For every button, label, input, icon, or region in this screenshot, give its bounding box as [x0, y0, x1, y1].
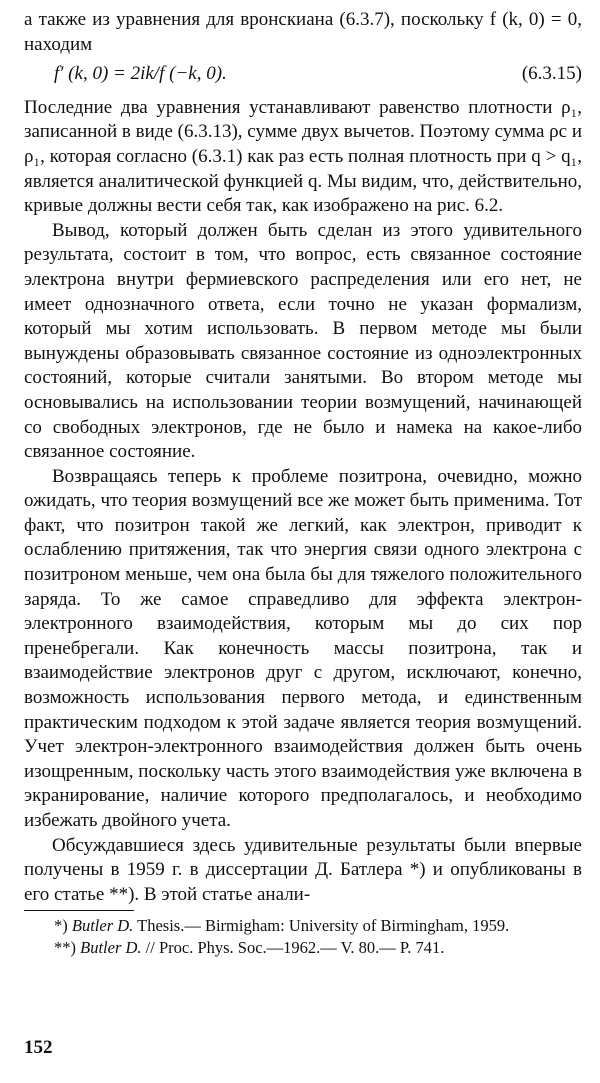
equation-body: f′ (k, 0) = 2ik/f (−k, 0).	[54, 63, 227, 85]
page-number: 152	[24, 1037, 53, 1058]
paragraph-2: Вывод, который должен быть сделан из этого удивительного результата, состоит в том, что вопрос, есть связанное состояние электрона внутри фермиевского распределения или его нет, не имеет однозначного ответа, если точно не указан формализм, который мы хотим использовать. В первом методе мы были вынуждены образовывать связанное состояние из одноэлектронных состояний, которые считали занятыми. Во втором методе мы основывались на использовании теории возмущений, начинающей со свободных электронов, где не было и намека на какое-либо связанное состояние.	[24, 219, 582, 463]
footnote-1-author: Butler D.	[71, 916, 134, 936]
footnote-2	[24, 937, 582, 959]
paragraph-1: Последние два уравнения устанавливают равенство плотности ρ₁, записанной в виде (6.3.13), сумме двух вычетов. Поэтому сумма ρc и ρ₁, которая согласно (6.3.1) как раз есть полная плотность при q > q₁, является аналитической функцией q. Мы видим, что, действительно, кривые должны вести себя так, как изображено на рис. 6.2.	[24, 96, 582, 217]
equation-number: (6.3.15)	[521, 63, 582, 85]
footnote-1-mark: *)	[54, 916, 68, 936]
footnote-2-text: // Proc. Phys. Soc.—1962.— V. 80.— P. 741.	[145, 938, 445, 958]
footnote-1	[24, 915, 582, 937]
footnote-2-mark: **)	[54, 938, 76, 958]
equation-6-3-15	[24, 62, 582, 87]
paragraph-4: Обсуждавшиеся здесь удивительные результаты были впервые получены в 1959 г. в диссертации Д. Батлера *) и опубликованы в его статье **). В этой статье анали-	[24, 834, 582, 905]
footnote-separator	[24, 910, 134, 911]
paragraph-3: Возвращаясь теперь к проблеме позитрона, очевидно, можно ожидать, что теория возмущений все же может быть применима. Тот факт, что позитрон такой же легкий, как электрон, приводит к ослаблению притяжения, так что энергия связи одного электрона с позитроном меньше, чем она была бы для тяжелого положительного заряда. То же самое справедливо для эффекта электрон-электронного взаимодействия, которым мы до сих пор пренебрегали. Как конечность массы позитрона, так и взаимодействие электронов друг с другом, исключают, конечно, возможность использования первого метода, и единственным практическим подходом к этой задаче является теория возмущений. Учет электрон-электронного взаимодействия должен быть очень изощренным, поскольку часть этого взаимодействия уже включена в экранирование, наличие которого предполагалось, и необходимо избежать двойного учета.	[24, 465, 582, 831]
footnote-1-text: Thesis.— Birmigham: University of Birmingham, 1959.	[137, 916, 510, 936]
footnote-2-author: Butler D.	[80, 938, 142, 958]
paragraph-0: а также из уравнения для вронскиана (6.3.7), поскольку f (k, 0) = 0, находим	[24, 9, 582, 55]
